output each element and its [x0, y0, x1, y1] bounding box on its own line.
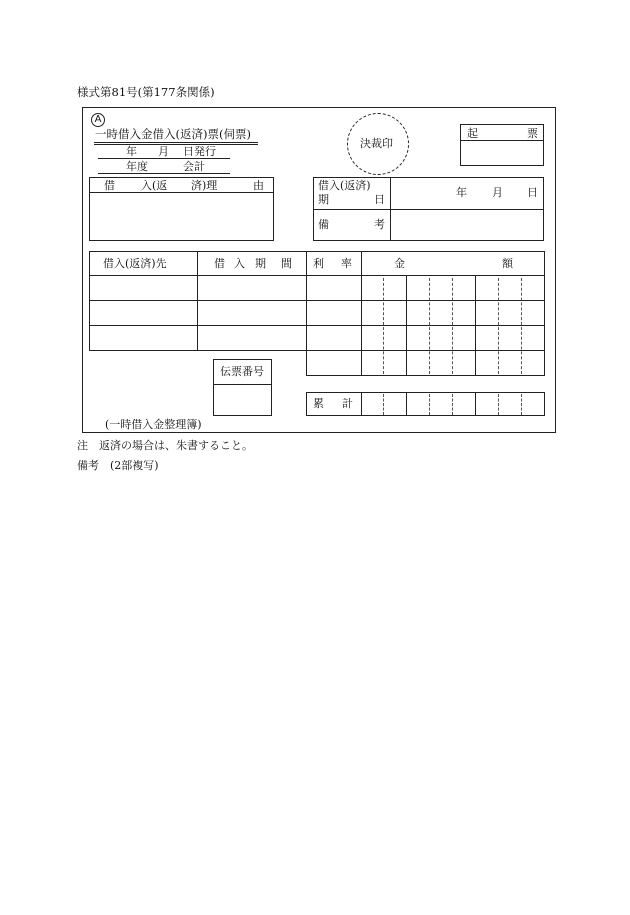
issue-month-label: 月 [158, 145, 169, 158]
note-text: 注 返済の場合は、朱書すること。 [77, 439, 253, 452]
col-div-lender [197, 251, 198, 351]
cum-dash-5 [521, 394, 522, 415]
period-divider-h [313, 209, 544, 210]
col-div-period [306, 251, 307, 351]
approval-seal-text: 決裁印 [360, 137, 393, 150]
amt-dash-4 [498, 278, 499, 374]
fiscal-underline [98, 173, 230, 174]
table-row-line-2 [89, 325, 545, 326]
voucher-no-divider [213, 384, 272, 385]
period-label-a: 期 [318, 193, 329, 206]
period-label-line1: 借入(返済) [318, 179, 371, 192]
date-day-label: 日 [527, 186, 538, 199]
reason-header-2: 入(返 [141, 179, 168, 192]
remarks-footer: 備考 (2部複写) [77, 459, 159, 472]
account-label: 会計 [183, 160, 205, 173]
amt-dash-2 [429, 278, 430, 374]
header-period-1: 借 [214, 257, 225, 270]
slip-title: 一時借入金借入(返済)票(伺票) [95, 127, 251, 141]
amt-dash-5 [521, 278, 522, 374]
header-amount-1: 金 [394, 257, 405, 270]
voucher-no-label: 伝票番号 [220, 365, 264, 378]
header-lender: 借入(返済)先 [103, 257, 167, 270]
form-number: 様式第81号(第177条関係) [77, 85, 215, 99]
header-rate-1: 利 [313, 257, 324, 270]
cumulative-label-a: 累 [313, 397, 324, 410]
cum-dash-1 [383, 394, 384, 415]
amt-solid-1 [406, 275, 407, 375]
header-period-4: 間 [281, 257, 292, 270]
circle-a-mark: A [91, 113, 105, 127]
reason-header-line [89, 192, 274, 193]
date-year-label: 年 [456, 186, 467, 199]
header-period-2: 入 [234, 257, 245, 270]
remarks-label-b: 考 [374, 218, 385, 231]
reason-header-1: 借 [104, 179, 115, 192]
fiscal-year-label: 年度 [126, 160, 148, 173]
amt-dash-3 [452, 278, 453, 374]
header-amount-2: 額 [502, 257, 513, 270]
kihyo-label-b: 票 [527, 127, 538, 140]
title-underline-1 [94, 142, 258, 143]
ledger-label: (一時借入金整理簿) [105, 418, 202, 431]
title-underline-2 [94, 144, 258, 145]
cumulative-label-b: 計 [342, 397, 353, 410]
header-rate-2: 率 [341, 257, 352, 270]
reason-header-4: 由 [253, 179, 264, 192]
issue-day-label: 日発行 [183, 145, 216, 158]
issue-underline [98, 158, 230, 159]
rate-left-ext [306, 350, 307, 375]
cum-dash-4 [498, 394, 499, 415]
cum-div-rate [361, 392, 362, 416]
date-month-label: 月 [492, 186, 503, 199]
amt-solid-2 [475, 275, 476, 375]
kihyo-divider [460, 140, 544, 141]
table-bottom-right [306, 375, 545, 376]
col-div-rate [361, 251, 362, 375]
issue-year-label: 年 [126, 145, 137, 158]
table-row-line-1 [89, 300, 545, 301]
cum-dash-2 [429, 394, 430, 415]
reason-header-3: 済)理 [191, 179, 218, 192]
remarks-label-a: 備 [318, 218, 329, 231]
period-label-b: 日 [374, 193, 385, 206]
cum-solid-1 [406, 392, 407, 416]
amt-dash-1 [383, 278, 384, 374]
amount-right-ext [544, 350, 545, 375]
reason-box [89, 177, 274, 241]
table-header-line [89, 275, 545, 276]
cum-dash-3 [452, 394, 453, 415]
kihyo-label-a: 起 [467, 127, 478, 140]
cum-solid-2 [475, 392, 476, 416]
header-period-3: 期 [255, 257, 266, 270]
